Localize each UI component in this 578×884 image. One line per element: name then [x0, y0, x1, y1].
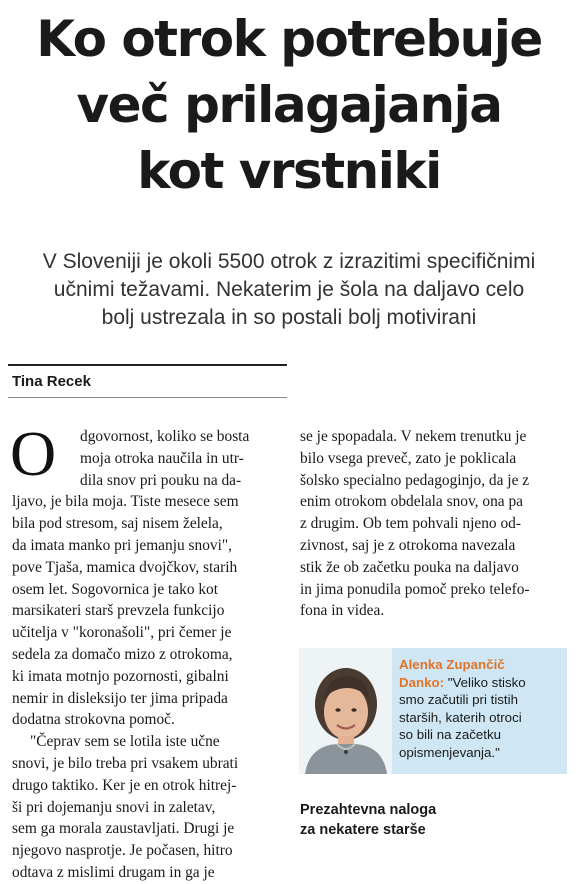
author-rule: [8, 364, 287, 366]
body-line: dodatna strokovna pomoč.: [12, 711, 175, 729]
lead-line: učnimi težavami. Nekaterim je šola na daljavo celo: [53, 278, 525, 301]
body-column-left: [10, 418, 282, 884]
body-line: snovi, je bilo treba pri vsakem ubrati: [12, 754, 239, 772]
body-line: bilo vsega preveč, zato je poklicala: [300, 449, 517, 467]
headline-line: več prilagajanja: [76, 76, 502, 134]
portrait-illustration: [299, 648, 392, 774]
quote-line: opismenjevanja.": [399, 744, 500, 760]
body-line: stik že ob začetku pouka na daljavo: [300, 558, 519, 576]
body-line: ki imata motnjo pozornosti, gibalni: [12, 667, 229, 685]
body-line: zivnost, saj je z otrokoma navezala: [300, 536, 516, 554]
lead-line: bolj ustrezala in so postali bolj motivirani: [101, 306, 477, 329]
body-line: sem ga morala zaustavljati. Drugi je: [12, 820, 235, 838]
quote-name: Alenka Zupančič: [399, 657, 505, 672]
body-line: "Čeprav sem se lotila iste učne: [30, 733, 220, 751]
body-line: pove Tjaša, mamica dvojčkov, starih: [12, 558, 238, 576]
body-line: da imata manko pri jemanju snovi",: [12, 536, 232, 554]
body-line: z drugim. Ob tem pohvali njeno od-: [300, 515, 521, 533]
body-line: moja otroka naučila in utr-: [80, 449, 244, 467]
quote-line: starših, katerih otroci: [399, 709, 522, 725]
lead-line: V Sloveniji je okoli 5500 otrok z izrazitimi specifičnimi: [42, 250, 536, 273]
body-line: bila pod stresom, saj nisem želela,: [12, 515, 223, 533]
section-subhead: [300, 800, 560, 840]
body-line: šolsko specialno pedagoginjo, da je z: [300, 471, 530, 489]
headline-line: Ko otrok potrebuje: [36, 10, 542, 68]
body-column-right: [300, 426, 568, 622]
body-line: nemir in disleksijo ter jima pripada: [12, 689, 228, 707]
subhead-line: za nekatere starše: [300, 822, 426, 838]
body-line: dgovornost, koliko se bosta: [80, 428, 250, 445]
body-line: sedela za domačo mizo z otrokoma,: [12, 645, 233, 663]
body-line: in jima ponudila pomoč preko telefo-: [300, 580, 530, 598]
body-line: fona in videa.: [300, 602, 385, 620]
body-line: njegovo nasprotje. Je počasen, hitro: [12, 842, 233, 860]
body-line: ši pri dojemanju snovi in zaletav,: [12, 798, 216, 816]
body-line: učitelja v "koronašoli", pri čemer je: [12, 624, 232, 642]
author-divider: [8, 397, 287, 398]
author-byline: Tina Recek: [12, 373, 91, 390]
body-line: marsikateri starš prevzela funkcijo: [12, 602, 225, 620]
headline: [0, 6, 578, 204]
headline-line: kot vrstniki: [137, 142, 441, 200]
body-line: osem let. Sogovornica je tako kot: [12, 580, 219, 598]
quote-line: so bili na začetku: [399, 727, 501, 742]
drop-cap: O: [10, 418, 57, 489]
subhead-line: Prezahtevna naloga: [300, 802, 437, 818]
body-line: dila snov pri pouku na da-: [80, 471, 242, 489]
quote-text: [399, 656, 565, 761]
quote-line: "Veliko stisko: [444, 674, 526, 690]
quote-line: smo začutili pri tistih: [399, 692, 518, 707]
body-line: se je spopadala. V nekem trenutku je: [300, 428, 527, 445]
body-line: ljavo, je bila moja. Tiste mesece sem: [12, 493, 239, 511]
body-line: enim otrokom obdelala snov, ona pa: [300, 493, 523, 511]
body-line: odtava z mislimi drugam in ga je: [12, 863, 215, 881]
portrait-photo: [299, 648, 392, 774]
lead-paragraph: [0, 248, 578, 332]
quote-name: Danko:: [399, 674, 445, 690]
body-line: drugo taktiko. Ker je en otrok hitrej-: [12, 776, 237, 794]
